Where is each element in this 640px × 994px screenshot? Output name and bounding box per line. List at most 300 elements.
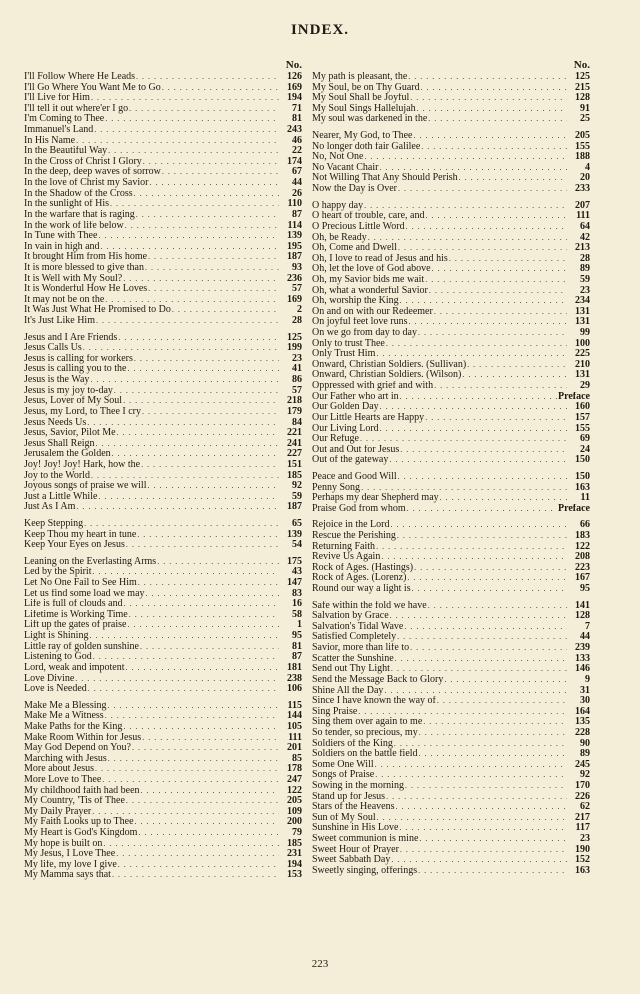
hymn-number: 111 <box>288 732 302 743</box>
hymn-number: 131 <box>575 370 590 381</box>
hymn-number: 81 <box>292 641 302 652</box>
hymn-number: 167 <box>575 573 590 584</box>
index-entry <box>312 455 590 466</box>
dot-leader <box>108 754 279 765</box>
index-entry <box>24 295 302 306</box>
hymn-title: Sweet communion is mine <box>312 834 419 845</box>
index-entry <box>24 817 302 828</box>
dot-leader <box>399 823 567 834</box>
index-entry <box>24 343 302 354</box>
dot-leader <box>414 131 568 142</box>
dot-leader <box>408 72 567 83</box>
index-entry <box>24 210 302 221</box>
hymn-number: 57 <box>292 385 302 396</box>
hymn-title: I'll Live for Him <box>24 93 90 104</box>
index-entry <box>24 93 302 104</box>
dot-leader <box>108 701 280 712</box>
hymn-title: Oh, I love to read of Jesus and his <box>312 253 448 264</box>
dot-leader <box>135 817 279 828</box>
dot-leader <box>103 839 279 850</box>
index-entry <box>24 178 302 189</box>
dot-leader <box>380 402 567 413</box>
hymn-title: It is Well with My Soul? <box>24 273 123 284</box>
index-entry <box>24 231 302 242</box>
hymn-number: 147 <box>287 578 302 589</box>
hymn-title: In the sunlight of His <box>24 199 109 210</box>
index-entry <box>312 434 590 445</box>
hymn-title: Oh, let the love of God above <box>312 264 431 275</box>
hymn-title: Oh, be Ready <box>312 232 367 243</box>
hymn-number: 234 <box>575 296 590 307</box>
hymn-number: 144 <box>287 711 302 722</box>
index-entry <box>312 717 590 728</box>
hymn-title: Lifetime is Working Time <box>24 609 128 620</box>
dot-leader <box>377 813 567 824</box>
index-entry <box>24 375 302 386</box>
hymn-title: No Vacant Chair <box>312 162 379 173</box>
dot-leader <box>105 711 279 722</box>
hymn-title: Rejoice in the Lord <box>312 520 390 531</box>
hymn-title: Perhaps my dear Shepherd may <box>312 493 439 504</box>
hymn-title: Light is Shining <box>24 631 89 642</box>
index-entry <box>312 201 590 212</box>
hymn-number: 2 <box>297 305 302 316</box>
dot-leader <box>412 584 567 595</box>
dot-leader <box>136 210 279 221</box>
hymn-number: 87 <box>292 652 302 663</box>
hymn-title: In the deep, deep waves of sorrow <box>24 167 161 178</box>
index-entry <box>312 360 590 371</box>
hymn-number: 65 <box>292 518 302 529</box>
dot-leader <box>419 728 567 739</box>
hymn-number: 87 <box>292 209 302 220</box>
hymn-number: 208 <box>575 552 590 563</box>
hymn-number: 228 <box>575 727 590 738</box>
index-entry <box>24 72 302 83</box>
hymn-title: Sowing in the morning <box>312 781 404 791</box>
index-entry <box>24 481 302 492</box>
hymn-title: On joyful feet love runs <box>312 317 408 328</box>
dot-leader <box>395 654 567 665</box>
index-entry <box>24 807 302 818</box>
hymn-title: Soldiers of the King <box>312 738 393 749</box>
hymn-number: 23 <box>292 353 302 364</box>
hymn-title: Returning Faith <box>312 541 376 552</box>
index-entry <box>24 610 302 621</box>
index-entry <box>312 749 590 760</box>
index-entry <box>24 386 302 397</box>
dot-leader <box>89 631 279 642</box>
hymn-number: 236 <box>287 273 302 284</box>
index-entry <box>312 728 590 739</box>
dot-leader <box>397 531 567 542</box>
dot-leader <box>134 354 279 365</box>
hymn-title: Only Trust Him <box>312 349 376 360</box>
hymn-title: Sing Praise <box>312 706 358 717</box>
hymn-number: 185 <box>287 470 302 481</box>
hymn-title: My hope is built on <box>24 838 103 849</box>
hymn-number: 139 <box>287 231 302 242</box>
hymn-title: Jesus is calling you to the <box>24 364 127 375</box>
index-entry <box>312 792 590 803</box>
dot-leader <box>364 152 567 163</box>
index-entry <box>24 519 302 530</box>
index-entry <box>312 104 590 115</box>
dot-leader <box>391 855 567 866</box>
dot-leader <box>105 295 279 306</box>
index-entry <box>312 275 590 286</box>
dot-leader <box>394 739 567 750</box>
index-entry <box>312 611 590 622</box>
hymn-number: 175 <box>287 556 302 567</box>
index-entry <box>312 654 590 665</box>
hymn-title: Savior, more than life to <box>312 643 410 654</box>
dot-leader <box>405 781 567 792</box>
index-entry <box>312 173 590 184</box>
index-entry <box>312 233 590 244</box>
hymn-number: 30 <box>580 696 590 707</box>
hymn-title: Little ray of golden sunshine <box>24 641 139 652</box>
hymn-number: Preface <box>557 503 590 514</box>
dot-leader <box>390 611 567 622</box>
index-entry <box>312 402 590 413</box>
hymn-title: Keep Your Eyes on Jesus <box>24 540 125 551</box>
hymn-number: 89 <box>580 264 590 275</box>
hymn-title: Only to trust Thee <box>312 338 385 349</box>
hymn-number: 155 <box>575 141 590 152</box>
index-entry <box>312 114 590 125</box>
hymn-title: On and on with our Redeemer <box>312 306 433 317</box>
index-entry <box>24 839 302 850</box>
hymn-title: Oh, Come and Dwell <box>312 243 397 254</box>
dot-leader <box>390 520 567 531</box>
dot-leader <box>376 542 567 553</box>
hymn-number: 201 <box>287 743 302 754</box>
hymn-title: Now the Day is Over <box>312 184 397 195</box>
hymn-title: Our Little Hearts are Happy <box>312 412 425 423</box>
index-entry <box>312 254 590 265</box>
hymn-title: Peace and Good Will <box>312 471 397 482</box>
dot-leader <box>96 316 279 327</box>
index-entry <box>24 620 302 631</box>
index-entry <box>24 449 302 460</box>
dot-leader <box>467 360 567 371</box>
hymn-number: 106 <box>287 684 302 695</box>
dot-leader <box>437 696 567 707</box>
dot-leader <box>432 264 567 275</box>
hymn-number: 92 <box>580 770 590 781</box>
index-entry <box>24 305 302 316</box>
dot-leader <box>98 231 279 242</box>
hymn-number: 67 <box>292 167 302 178</box>
hymn-number: 160 <box>575 402 590 413</box>
hymn-number: 157 <box>575 412 590 423</box>
dot-leader <box>419 834 567 845</box>
hymn-number: 24 <box>580 444 590 455</box>
hymn-title: My Daily Prayer <box>24 806 92 817</box>
hymn-number: 151 <box>287 459 302 470</box>
index-entry <box>24 274 302 285</box>
hymn-number: 95 <box>580 584 590 595</box>
dot-leader <box>88 684 279 695</box>
hymn-title: Out and Out for Jesus <box>312 444 400 455</box>
index-entry <box>24 684 302 695</box>
dot-leader <box>146 589 279 600</box>
dot-leader <box>400 445 567 456</box>
dot-leader <box>93 652 279 663</box>
dot-leader <box>410 93 567 104</box>
index-entry <box>312 445 590 456</box>
index-entry <box>24 284 302 295</box>
hymn-number: 146 <box>575 664 590 675</box>
hymn-number: 178 <box>287 764 302 775</box>
hymn-title: Onward, Christian Soldiers. (Wilson) <box>312 370 462 381</box>
hymn-number: 163 <box>575 865 590 876</box>
hymn-number: 95 <box>292 631 302 642</box>
dot-leader <box>123 722 279 733</box>
dot-leader <box>140 642 279 653</box>
index-entry <box>24 83 302 94</box>
index-entry <box>24 733 302 744</box>
hymn-title: Salvation by Grace <box>312 611 389 622</box>
dot-leader <box>381 552 567 563</box>
dot-leader <box>361 483 567 494</box>
dot-leader <box>75 674 279 685</box>
index-entry <box>24 557 302 568</box>
index-entry <box>24 775 302 786</box>
hymn-number: 247 <box>287 775 302 785</box>
hymn-title: Let us find some load we may <box>24 588 145 599</box>
index-entry <box>312 83 590 94</box>
hymn-title: Jesus Calls Us <box>24 343 82 354</box>
dot-leader <box>400 845 567 856</box>
hymn-number: 43 <box>292 567 302 578</box>
hymn-number: 79 <box>292 828 302 839</box>
hymn-number: 111 <box>576 211 590 222</box>
dot-leader <box>129 610 279 621</box>
dot-leader <box>95 764 279 775</box>
dot-leader <box>102 775 279 786</box>
dot-leader <box>149 178 279 189</box>
dot-leader <box>421 83 567 94</box>
index-entry <box>312 152 590 163</box>
hymn-title: Songs of Praise <box>312 770 375 781</box>
dot-leader <box>444 675 567 686</box>
dot-leader <box>419 749 567 760</box>
hymn-number: 217 <box>575 812 590 823</box>
hymn-number: 57 <box>292 284 302 295</box>
hymn-number: 241 <box>287 438 302 449</box>
dot-leader <box>126 796 279 807</box>
hymn-title: Jerusalem the Golden <box>24 449 111 460</box>
dot-leader <box>397 632 567 643</box>
hymn-title: Love Divine <box>24 673 75 684</box>
hymn-number: 150 <box>575 471 590 482</box>
hymn-number: 126 <box>287 72 302 82</box>
hymn-title: On we go from day to day <box>312 328 417 339</box>
index-entry <box>24 460 302 471</box>
hymn-title: Make Me a Blessing <box>24 700 107 711</box>
hymn-title: Immanuel's Land <box>24 125 94 136</box>
hymn-title: Let No One Fail to See Him <box>24 578 137 589</box>
index-entry <box>312 542 590 553</box>
index-entry <box>24 530 302 541</box>
hymn-number: 69 <box>580 434 590 445</box>
dot-leader <box>91 471 279 482</box>
hymn-number: 59 <box>292 491 302 502</box>
hymn-number: 194 <box>287 859 302 870</box>
index-entry <box>24 114 302 125</box>
dot-leader <box>162 83 279 94</box>
dot-leader <box>112 449 279 460</box>
hymn-title: No longer doth fair Galilee <box>312 141 421 152</box>
dot-leader <box>141 460 279 471</box>
hymn-title: Some One Will <box>312 759 374 770</box>
index-entry <box>24 146 302 157</box>
index-entry <box>24 136 302 147</box>
dot-leader <box>409 317 567 328</box>
index-entry <box>312 675 590 686</box>
dot-leader <box>407 573 567 584</box>
hymn-number: 128 <box>575 611 590 622</box>
hymn-number: 105 <box>287 721 302 732</box>
hymn-number: 122 <box>575 541 590 552</box>
hymn-number: 93 <box>292 262 302 273</box>
hymn-title: Marching with Jesus <box>24 753 107 764</box>
hymn-number: 20 <box>580 173 590 184</box>
hymn-title: Jesus is the Way <box>24 375 90 386</box>
index-entry <box>24 252 302 263</box>
index-entry <box>312 813 590 824</box>
hymn-title: Our Living Lord <box>312 423 379 434</box>
dot-leader <box>368 233 567 244</box>
hymn-number: 221 <box>287 428 302 439</box>
hymn-number: 54 <box>292 540 302 551</box>
hymn-number: 164 <box>575 706 590 717</box>
index-entry <box>24 652 302 663</box>
hymn-title: In the Cross of Christ I Glory <box>24 156 142 167</box>
hymn-number: 41 <box>292 364 302 375</box>
hymn-title: Jesus is my joy to-day <box>24 385 113 396</box>
hymn-number: 11 <box>580 493 590 504</box>
hymn-number: 207 <box>575 200 590 211</box>
hymn-number: 4 <box>585 162 590 173</box>
hymn-title: Joy! Joy! Joy! Hark, how the <box>24 459 141 470</box>
dot-leader <box>162 167 279 178</box>
hymn-title: Since I have known the way of <box>312 696 436 707</box>
index-entry <box>24 167 302 178</box>
index-entry <box>312 472 590 483</box>
hymn-title: Sweetly singing, offerings <box>312 865 418 876</box>
hymn-number: 122 <box>287 785 302 796</box>
index-entry <box>312 531 590 542</box>
hymn-title: More Love to Thee <box>24 775 102 785</box>
dot-leader <box>364 201 567 212</box>
hymn-title: Make Me a Witness <box>24 711 104 722</box>
hymn-title: Safe within the fold we have <box>312 600 427 611</box>
hymn-title: My Soul Shall be Joyful <box>312 93 410 104</box>
hymn-number: 125 <box>287 332 302 343</box>
index-entry <box>24 492 302 503</box>
hymn-title: My path is pleasant, the <box>312 72 408 82</box>
hymn-number: 153 <box>287 870 302 881</box>
hymn-number: 58 <box>292 609 302 620</box>
dot-leader <box>429 286 567 297</box>
hymn-title: My Faith Looks up to Thee <box>24 817 134 828</box>
dot-leader <box>400 392 557 403</box>
dot-leader <box>148 284 279 295</box>
hymn-title: Salvation's Tidal Wave <box>312 621 404 632</box>
hymn-number: 179 <box>287 406 302 417</box>
hymn-number: 23 <box>580 285 590 296</box>
dot-leader <box>90 375 279 386</box>
hymn-number: 226 <box>575 791 590 802</box>
index-entry <box>312 686 590 697</box>
hymn-title: Love is Needed <box>24 684 87 695</box>
hymn-number: 71 <box>292 103 302 114</box>
dot-leader <box>117 428 279 439</box>
dot-leader <box>376 349 567 360</box>
index-entry <box>24 428 302 439</box>
dot-leader <box>423 717 567 728</box>
dot-leader <box>129 104 279 115</box>
index-entry <box>24 860 302 871</box>
hymn-number: 92 <box>292 481 302 492</box>
hymn-number: 44 <box>580 632 590 643</box>
hymn-title: Life is full of clouds and <box>24 599 123 610</box>
dot-leader <box>143 157 279 168</box>
dot-leader <box>145 263 279 274</box>
hymn-title: My Mamma says that <box>24 870 111 881</box>
dot-leader <box>389 455 567 466</box>
index-entry <box>312 142 590 153</box>
hymn-title: Sweet Sabbath Day <box>312 855 391 866</box>
hymn-title: Rock of Ages. (Lorenz) <box>312 573 407 584</box>
hymn-number: 135 <box>575 717 590 728</box>
index-entry <box>24 540 302 551</box>
dot-leader <box>375 760 567 771</box>
index-entry <box>24 418 302 429</box>
hymn-number: 29 <box>580 381 590 392</box>
hymn-number: 210 <box>575 359 590 370</box>
dot-leader <box>108 146 279 157</box>
index-entry <box>312 493 590 504</box>
hymn-title: Send the Message Back to Glory <box>312 674 444 685</box>
index-entry <box>24 589 302 600</box>
dot-leader <box>87 418 279 429</box>
hymn-title: Round our way a light is <box>312 584 411 595</box>
index-entry <box>312 483 590 494</box>
dot-leader <box>123 396 279 407</box>
hymn-number: 26 <box>292 188 302 199</box>
index-entry <box>24 125 302 136</box>
hymn-number: 109 <box>287 806 302 817</box>
hymn-number: 163 <box>575 482 590 493</box>
hymn-title: O happy day <box>312 200 364 211</box>
hymn-title: Our Father who art in <box>312 391 399 402</box>
dot-leader <box>421 142 567 153</box>
index-entry <box>312 632 590 643</box>
dot-leader <box>410 643 567 654</box>
hymn-number: 131 <box>575 306 590 317</box>
index-entry <box>312 424 590 435</box>
hymn-number: 125 <box>575 72 590 82</box>
hymn-title: In the work of life below <box>24 220 124 231</box>
hymn-number: 181 <box>287 662 302 673</box>
index-entry <box>24 743 302 754</box>
hymn-number: 152 <box>575 855 590 866</box>
hymn-number: Preface <box>557 391 590 402</box>
